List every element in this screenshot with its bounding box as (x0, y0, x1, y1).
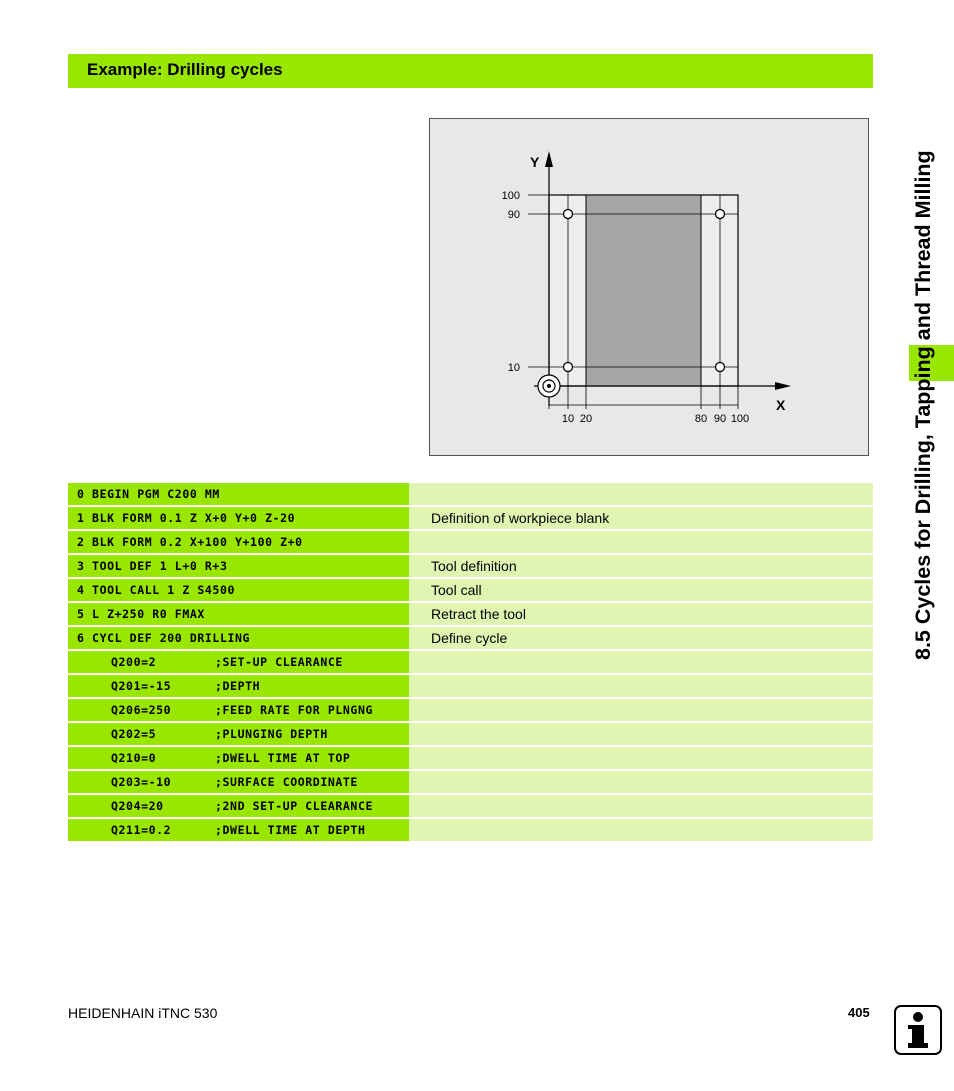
cycle-param-row (68, 723, 873, 745)
program-comment: Tool definition (409, 555, 873, 577)
program-row (68, 627, 873, 649)
y-axis-arrow (545, 151, 553, 167)
program-row (68, 483, 873, 505)
param-description: ;2ND SET-UP CLEARANCE (215, 799, 373, 813)
program-comment: Define cycle (409, 627, 873, 649)
cycle-param-code (68, 723, 409, 745)
hole-4 (716, 363, 725, 372)
program-row (68, 579, 873, 601)
program-comment (409, 483, 873, 505)
hole-1 (564, 210, 573, 219)
program-comment (409, 699, 873, 721)
cycle-param-code (68, 699, 409, 721)
cycle-param-code (68, 651, 409, 673)
param-description: ;SURFACE COORDINATE (215, 775, 358, 789)
cycle-param-row (68, 771, 873, 793)
param-value: Q200=2 (111, 655, 157, 669)
section-header (68, 54, 873, 88)
program-code: 4 TOOL CALL 1 Z S4500 (68, 579, 409, 601)
cycle-param-code (68, 675, 409, 697)
y-tick-90: 90 (507, 209, 520, 221)
workpiece-drawing (430, 119, 868, 455)
info-icon (894, 1005, 942, 1055)
program-code: 1 BLK FORM 0.1 Z X+0 Y+0 Z-20 (68, 507, 409, 529)
program-comment (409, 651, 873, 673)
program-comment (409, 531, 873, 553)
nc-program-table (68, 483, 873, 843)
program-row (68, 555, 873, 577)
program-code: 6 CYCL DEF 200 DRILLING (68, 627, 409, 649)
program-comment (409, 771, 873, 793)
program-code: 2 BLK FORM 0.2 X+100 Y+100 Z+0 (68, 531, 409, 553)
param-description: ;DWELL TIME AT DEPTH (215, 823, 366, 837)
param-value: Q204=20 (111, 799, 164, 813)
param-value: Q202=5 (111, 727, 157, 741)
param-description: ;SET-UP CLEARANCE (215, 655, 343, 669)
cycle-param-row (68, 747, 873, 769)
param-description: ;DEPTH (215, 679, 261, 693)
cycle-param-row (68, 795, 873, 817)
program-comment (409, 795, 873, 817)
cycle-param-row (68, 675, 873, 697)
program-comment: Retract the tool (409, 603, 873, 625)
program-comment: Definition of workpiece blank (409, 507, 873, 529)
y-tick-10: 10 (507, 362, 520, 374)
program-code: 0 BEGIN PGM C200 MM (68, 483, 409, 505)
chapter-title: 8.5 Cycles for Drilling, Tapping and Thread Milling (911, 150, 935, 660)
page-number: 405 (848, 1005, 870, 1020)
cycle-param-code (68, 795, 409, 817)
program-row (68, 603, 873, 625)
param-value: Q210=0 (111, 751, 157, 765)
x-tick-10: 10 (561, 413, 575, 425)
x-tick-80: 80 (694, 413, 708, 425)
param-value: Q211=0.2 (111, 823, 172, 837)
cycle-param-row (68, 819, 873, 841)
program-comment (409, 723, 873, 745)
param-description: ;DWELL TIME AT TOP (215, 751, 351, 765)
cycle-param-row (68, 651, 873, 673)
manual-name: HEIDENHAIN iTNC 530 (68, 1005, 218, 1021)
cycle-param-code (68, 819, 409, 841)
cycle-param-row (68, 699, 873, 721)
param-value: Q203=-10 (111, 775, 172, 789)
program-comment: Tool call (409, 579, 873, 601)
datum-icon (538, 375, 560, 397)
hole-2 (716, 210, 725, 219)
workpiece-center-area (586, 195, 701, 386)
x-axis-label: X (776, 397, 786, 413)
program-row (68, 531, 873, 553)
program-comment (409, 819, 873, 841)
program-code: 3 TOOL DEF 1 L+0 R+3 (68, 555, 409, 577)
x-tick-20: 20 (579, 413, 593, 425)
program-comment (409, 675, 873, 697)
cycle-param-code (68, 771, 409, 793)
x-tick-90: 90 (713, 413, 727, 425)
x-axis-arrow (775, 382, 791, 390)
param-description: ;PLUNGING DEPTH (215, 727, 328, 741)
program-comment (409, 747, 873, 769)
y-axis-label: Y (530, 154, 540, 170)
section-title: Example: Drilling cycles (87, 60, 283, 79)
drilling-figure (429, 118, 869, 456)
hole-3 (564, 363, 573, 372)
cycle-param-code (68, 747, 409, 769)
program-row (68, 507, 873, 529)
y-tick-100: 100 (501, 190, 520, 202)
param-value: Q201=-15 (111, 679, 172, 693)
x-tick-100: 100 (730, 413, 750, 425)
program-code: 5 L Z+250 R0 FMAX (68, 603, 409, 625)
param-value: Q206=250 (111, 703, 172, 717)
param-description: ;FEED RATE FOR PLNGNG (215, 703, 373, 717)
